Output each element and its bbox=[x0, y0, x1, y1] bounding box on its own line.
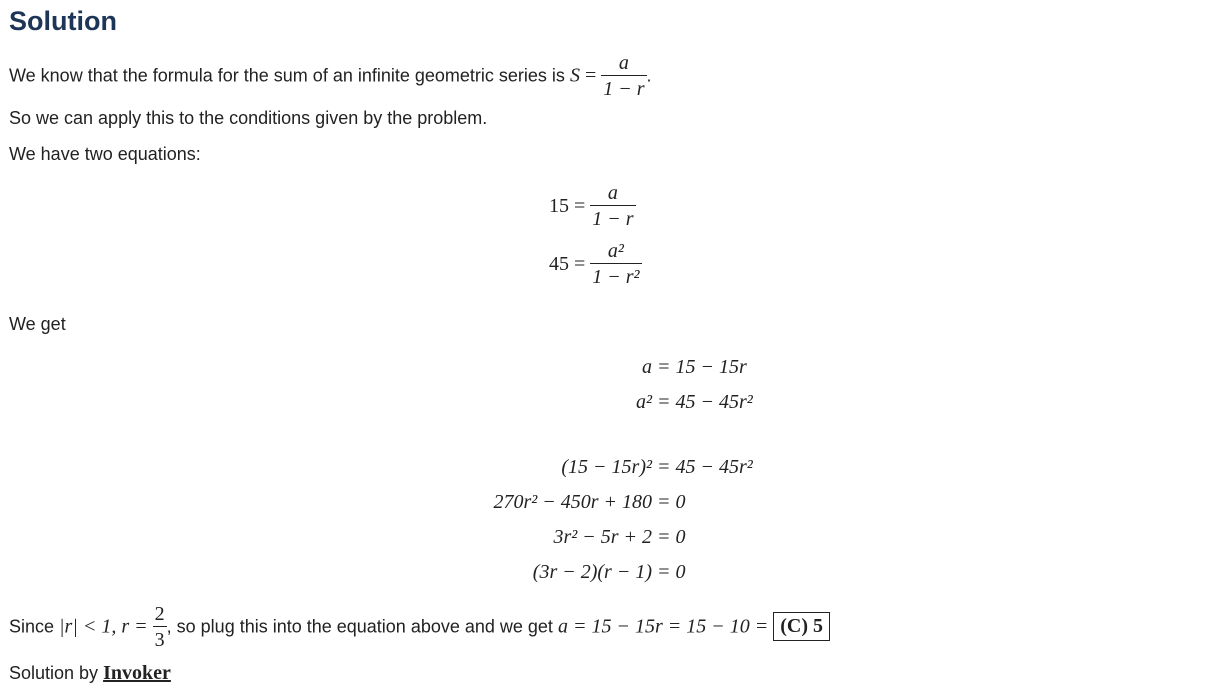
page-title: Solution bbox=[9, 6, 117, 36]
equation-fraction bbox=[590, 240, 641, 289]
derived-row bbox=[560, 391, 860, 426]
intro-text: We know that the formula for the sum of an infinite geometric series is bbox=[9, 65, 565, 86]
expansion-rhs: = 45 − 45r² bbox=[657, 456, 753, 478]
equation-fraction bbox=[590, 182, 635, 231]
since-fraction bbox=[153, 603, 167, 652]
since-line bbox=[9, 603, 830, 652]
expansion-row bbox=[430, 456, 830, 491]
derived-row bbox=[560, 356, 860, 391]
expansion-block bbox=[430, 456, 830, 596]
expansion-row bbox=[430, 561, 830, 596]
fraction-numerator: a bbox=[607, 182, 618, 204]
author-link[interactable]: Invoker bbox=[103, 662, 171, 684]
equation-lhs: 15 = bbox=[549, 195, 586, 217]
paragraph-apply: So we can apply this to the conditions given by the problem. bbox=[9, 108, 488, 128]
fraction-denominator: 1 − r bbox=[601, 75, 646, 101]
formula-equals: = bbox=[584, 64, 597, 87]
derived-lhs: a² bbox=[636, 391, 652, 413]
derived-block bbox=[560, 356, 860, 426]
answer-box: (C) 5 bbox=[773, 612, 830, 641]
derived-lhs: a bbox=[642, 356, 652, 378]
expansion-row bbox=[430, 526, 830, 561]
expansion-row bbox=[430, 491, 830, 526]
fraction-numerator: 2 bbox=[154, 603, 165, 625]
since-comma: , bbox=[166, 616, 172, 637]
expansion-lhs: (15 − 15r)² bbox=[561, 456, 652, 478]
credit-prefix: Solution by bbox=[9, 663, 99, 683]
fraction-denominator: 3 bbox=[153, 626, 167, 652]
derived-rhs: = 45 − 45r² bbox=[657, 391, 753, 413]
since-condition: |r| < 1, r = bbox=[59, 615, 148, 638]
formula-period: . bbox=[646, 65, 652, 86]
expansion-lhs: 270r² − 450r + 180 bbox=[493, 491, 652, 513]
expansion-lhs: 3r² − 5r + 2 bbox=[553, 526, 652, 548]
fraction-denominator: 1 − r² bbox=[590, 263, 641, 289]
since-prefix: Since bbox=[9, 616, 55, 637]
equation-lhs: 45 = bbox=[549, 253, 586, 275]
paragraph-we-get: We get bbox=[9, 314, 66, 334]
paragraph-two-equations: We have two equations: bbox=[9, 144, 201, 164]
equation-2 bbox=[549, 240, 642, 289]
fraction-numerator: a² bbox=[607, 240, 624, 262]
expansion-rhs: = 0 bbox=[657, 491, 686, 513]
formula-lhs: S bbox=[569, 64, 580, 87]
fraction-numerator: a bbox=[618, 52, 629, 74]
fraction-denominator: 1 − r bbox=[590, 205, 635, 231]
formula-fraction bbox=[601, 52, 646, 101]
expansion-rhs: = 0 bbox=[657, 561, 686, 583]
equation-1 bbox=[549, 182, 636, 231]
author-credit bbox=[9, 662, 171, 685]
intro-line bbox=[9, 52, 652, 101]
since-math: a = 15 − 15r = 15 − 10 = bbox=[557, 615, 769, 638]
since-middle: so plug this into the equation above and we get bbox=[176, 616, 553, 637]
expansion-lhs: (3r − 2)(r − 1) bbox=[532, 561, 652, 583]
derived-rhs: = 15 − 15r bbox=[657, 356, 747, 378]
expansion-rhs: = 0 bbox=[657, 526, 686, 548]
